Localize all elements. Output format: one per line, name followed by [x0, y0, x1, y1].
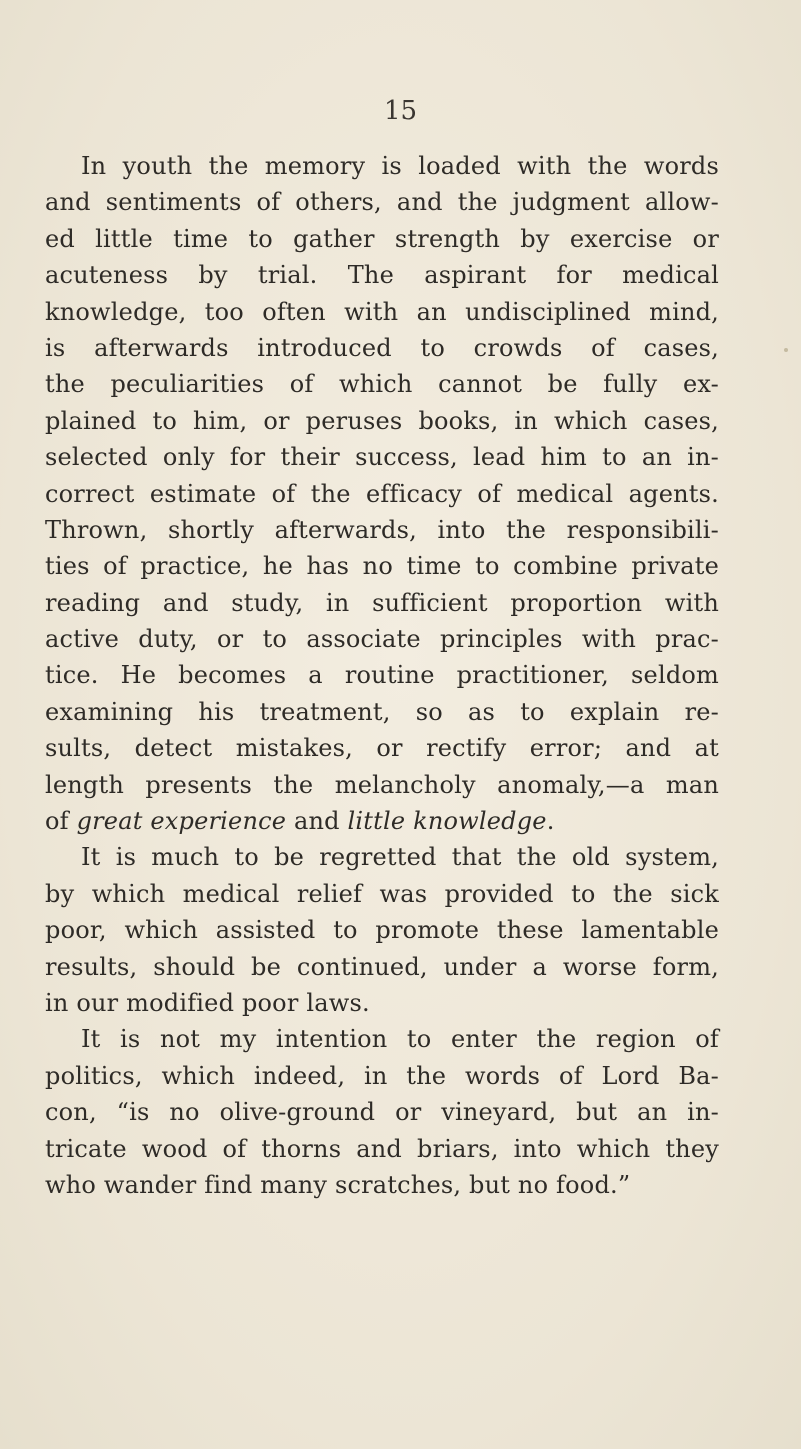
text-line: Thrown, shortly afterwards, into the responsibili- — [45, 515, 719, 544]
text-middle: and — [286, 807, 348, 836]
text-line: tricate wood of thorns and briars, into which they — [45, 1134, 719, 1163]
text-line-final — [45, 803, 719, 839]
text-line: length presents the melancholy anomaly,—a man — [45, 770, 719, 799]
text-line: reading and study, in sufficient proportion with — [45, 588, 719, 617]
text-line: knowledge, too often with an undisciplined mind, — [45, 297, 719, 326]
text-line: tice. He becomes a routine practitioner, seldom — [45, 661, 719, 690]
text-prefix: of — [45, 807, 77, 836]
text-line: examining his treatment, so as to explain re- — [45, 697, 719, 726]
text-line: plained to him, or peruses books, in which cases, — [45, 406, 719, 435]
body-text — [45, 148, 719, 1203]
paper-speck — [784, 348, 788, 352]
text-line: in our modified poor laws. — [45, 988, 370, 1017]
text-line: active duty, or to associate principles with prac- — [45, 625, 719, 654]
text-line: sults, detect mistakes, or rectify error; and at — [45, 734, 719, 763]
text-line: It is not my intention to enter the region of — [81, 1025, 719, 1054]
page-number: 15 — [383, 96, 418, 126]
text-line: selected only for their success, lead him to an in- — [45, 443, 719, 472]
text-line: the peculiarities of which cannot be fully ex- — [45, 370, 719, 399]
text-line: by which medical relief was provided to the sick — [45, 879, 719, 908]
text-line: results, should be continued, under a worse form, — [45, 952, 719, 981]
text-line: In youth the memory is loaded with the words — [81, 152, 719, 180]
text-suffix: . — [546, 807, 555, 836]
text-line: who wander find many scratches, but no food.” — [45, 1170, 631, 1199]
text-line: politics, which indeed, in the words of Lord Ba- — [45, 1061, 719, 1090]
text-line: correct estimate of the efficacy of medical agents. — [45, 479, 719, 508]
text-line: acuteness by trial. The aspirant for medical — [45, 261, 719, 290]
text-line: is afterwards introduced to crowds of cases, — [45, 333, 719, 362]
emphasis-great-experience: great experience — [76, 807, 287, 836]
text-line: con, “is no olive-ground or vineyard, but an in- — [45, 1098, 719, 1127]
emphasis-little-knowledge: little knowledge — [347, 807, 547, 836]
text-line: ed little time to gather strength by exercise or — [45, 224, 719, 253]
text-line: poor, which assisted to promote these lamentable — [45, 916, 719, 945]
text-line: It is much to be regretted that the old system, — [81, 843, 719, 872]
text-line: ties of practice, he has no time to combine private — [45, 552, 719, 581]
text-line: and sentiments of others, and the judgment allow- — [45, 188, 719, 217]
